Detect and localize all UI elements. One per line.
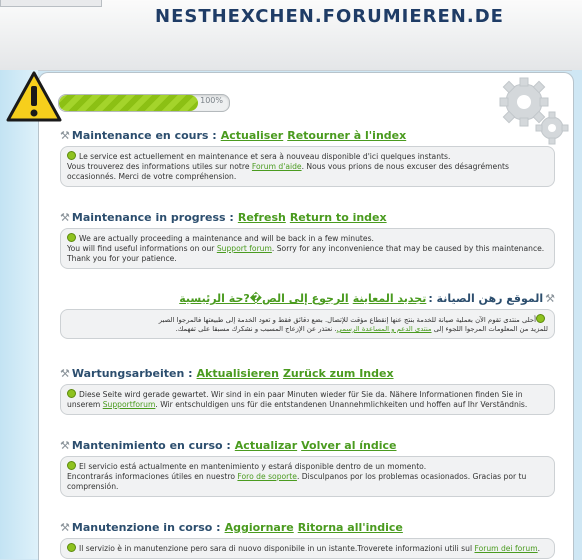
refresh-link[interactable]: Aktualisieren [196,367,279,380]
progress-bar [58,94,230,112]
refresh-link[interactable]: Refresh [237,211,286,224]
index-link[interactable]: Retourner à l'index [287,129,407,142]
index-link[interactable]: Ritorna all'indice [297,521,403,534]
wrench-icon: ⚒ [60,521,70,534]
section-title [60,129,555,142]
header-band [0,0,582,71]
support-forum-link[interactable]: Forum d'aide [251,162,302,171]
message-line: Vous trouverez des informations utiles sur notre [67,162,250,171]
message-line: You will find useful informations on our [67,244,215,253]
wrench-icon: ⚒ [60,129,70,142]
section-title [60,521,555,534]
section-heading: الموقع رهن الصيانة : [428,292,544,305]
message-line: El servicio está actualmente en mantenimiento y estará disponible dentro de un momento. [79,462,427,471]
status-dot-icon [67,461,76,470]
section-title [60,292,555,305]
message-line: . نعتذر عن الإزعاج المسبب و نشكرك مسبقا على تفهمك. [175,325,337,333]
section-heading: Maintenance in progress : [71,211,234,224]
status-dot-icon [67,543,76,552]
warning-icon [6,70,62,124]
status-dot-icon [67,151,76,160]
message-line: للمزيد من المعلومات المرجوا اللجوء إلى [433,325,548,333]
support-forum-link[interactable]: Supportforum [102,400,156,409]
section-title [60,367,555,380]
support-forum-link[interactable]: Foro de soporte [237,472,297,481]
message-box [60,384,555,415]
refresh-link[interactable]: تجديد المعاينة [352,292,427,305]
section-heading: Maintenance en cours : [71,129,217,142]
message-box [60,538,555,559]
section-arabic [60,292,555,339]
message-line: . Nous vous prions de nous excuser des désagréments occasionnés. Merci de votre compréhension. [67,162,509,181]
wrench-icon: ⚒ [60,211,70,224]
top-tab[interactable] [0,0,102,7]
section-title [60,439,555,452]
message-box [60,456,555,497]
refresh-link[interactable]: Actualiser [220,129,284,142]
message-line: Diese Seite wird gerade gewartet. Wir sind in ein paar Minuten wieder für Sie da. Nähere Informationen finden Sie in [79,390,523,399]
message-line: . Sorry for any inconvenience that may be caused by this maintenance. Thank you for your patience. [67,244,545,263]
wrench-icon: ⚒ [60,439,70,452]
section-heading: Manutenzione in corso : [71,521,221,534]
message-line: Encontrarás informaciones útiles en nuestro [67,472,235,481]
message-box [60,146,555,187]
wrench-icon: ⚒ [60,367,70,380]
progress-fill [59,95,198,111]
status-dot-icon [67,389,76,398]
message-line: . Wir entschuldigen uns für die entstandenen Unannehmlichkeiten und hoffen auf Ihr Verständnis. [155,400,528,409]
status-dot-icon [536,314,545,323]
index-link[interactable]: الرجوع إلى الص�?حة الرئيسية [179,292,349,305]
section-french [60,129,555,187]
section-german [60,367,555,415]
wrench-icon: ⚒ [545,292,555,305]
section-title [60,211,555,224]
refresh-link[interactable]: Aggiornare [224,521,294,534]
message-line: We are actually proceeding a maintenance and will be back in a few minutes. [79,234,374,243]
index-link[interactable]: Zurück zum Index [282,367,394,380]
support-forum-link[interactable]: Support forum [216,244,272,253]
section-english [60,211,555,269]
left-background [0,70,38,559]
refresh-link[interactable]: Actualizar [234,439,298,452]
message-line: . Disculpanos por los problemas ocasionados. Gracias por tu comprensión. [67,472,527,491]
section-heading: Mantenimiento en curso : [71,439,231,452]
message-line: . [537,544,541,553]
status-dot-icon [67,233,76,242]
message-line: unserem [67,400,101,409]
section-italian [60,521,555,559]
message-box [60,228,555,269]
progress-label: 100% [200,96,223,105]
message-line: Il servizio è in manutenzione pero sara di nuovo disponibile in un istante.Troverete informazioni utili sul [79,544,473,553]
message-box [60,309,555,339]
message-line: Le service est actuellement en maintenance et sera à nouveau disponible d'ici quelques instants. [79,152,451,161]
index-link[interactable]: Volver al índice [301,439,397,452]
support-forum-link[interactable]: Forum dei forum [474,544,538,553]
section-heading: Wartungsarbeiten : [71,367,193,380]
site-title: NESTHEXCHEN.FORUMIEREN.DE [155,6,504,27]
section-spanish [60,439,555,497]
support-forum-link[interactable]: منتدى الدعم و المساعدة الرسمي [336,325,432,333]
index-link[interactable]: Return to index [289,211,387,224]
message-line: أحلى منتدى تقوم الآن بعملية صيانة للخدمة بنتج عنها إنقطاع مؤقت للإتصال. بضع دقائق فقط و تعود الخدمة إلى طبيعتها فالمرجوا الصبر [158,316,536,324]
